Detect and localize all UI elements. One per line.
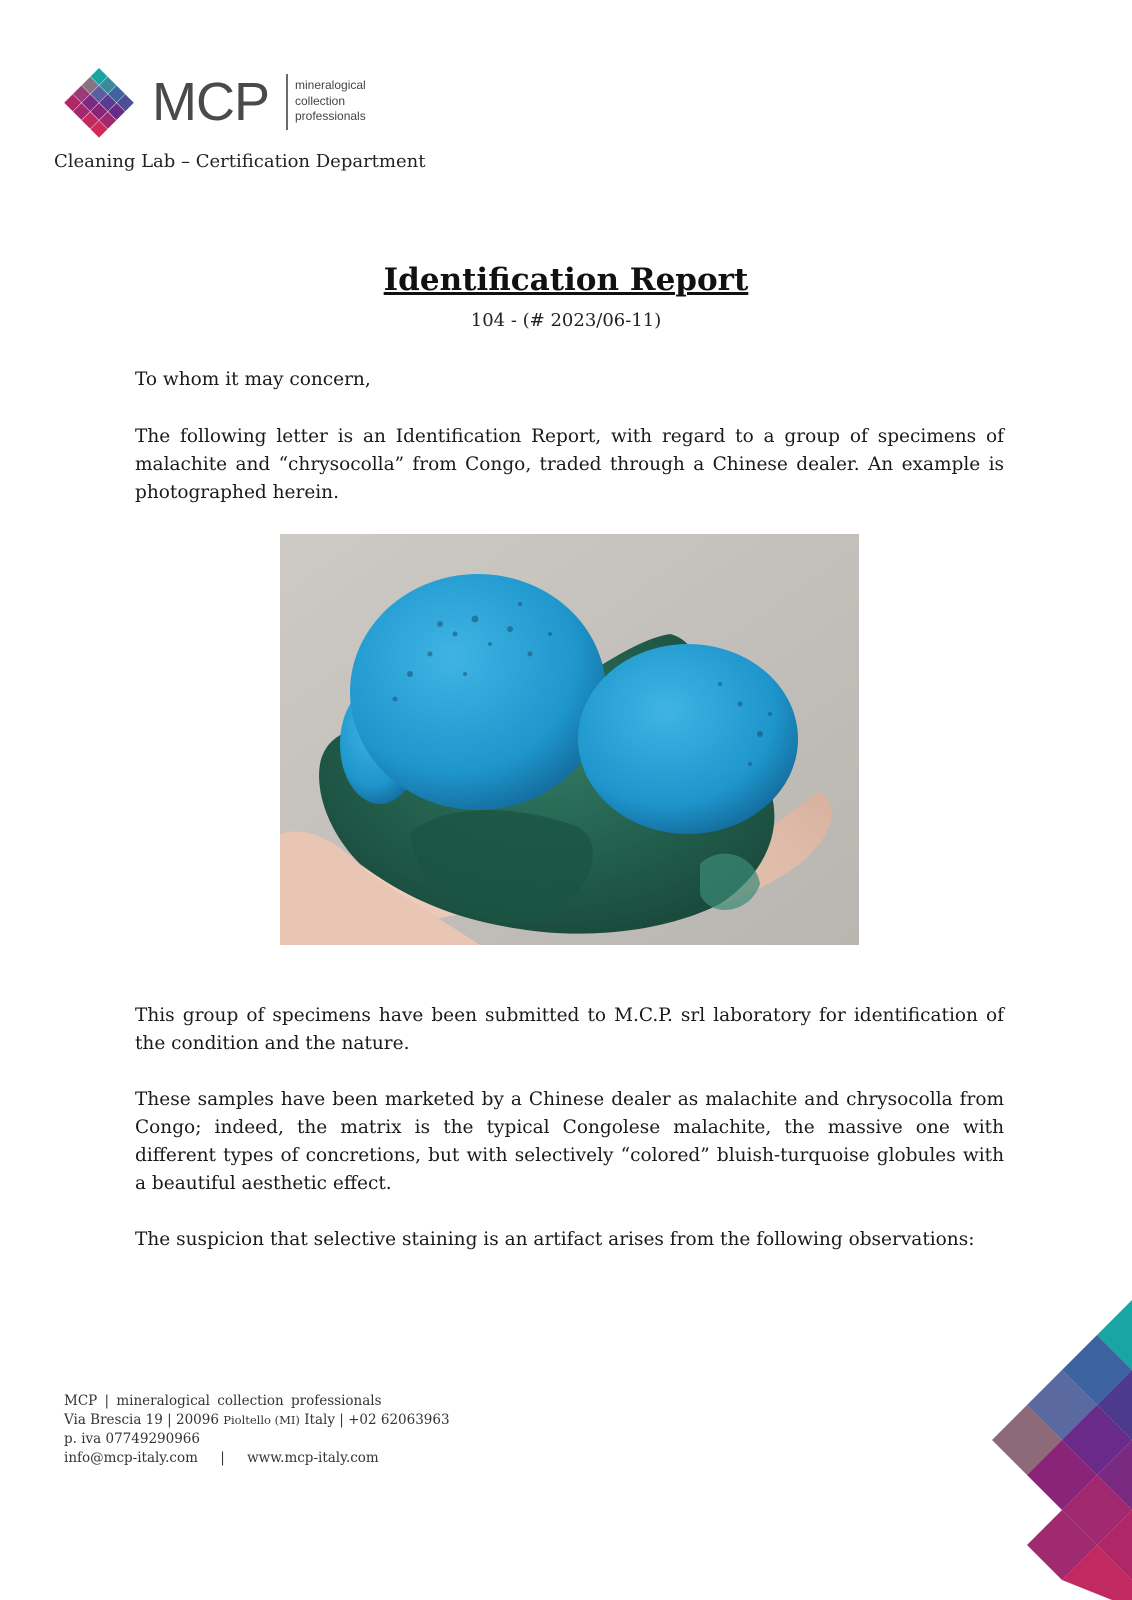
report-title: Identification Report [383, 262, 749, 298]
corner-mosaic-decoration [990, 1300, 1132, 1600]
footer-email[interactable]: info@mcp-italy.com [64, 1450, 198, 1466]
diamond-logo-icon [64, 68, 134, 138]
salutation: To whom it may concern, [135, 369, 371, 390]
logo-subtitle-line: mineralogical [295, 78, 366, 92]
footer-separator: | [220, 1450, 225, 1466]
footer [64, 1392, 450, 1468]
footer-city: Pioltello (MI) [223, 1413, 300, 1427]
footer-street: Via Brescia 19 | 20096 [64, 1412, 224, 1428]
footer-website[interactable]: www.mcp-italy.com [247, 1450, 379, 1466]
logo-subtitle [295, 78, 366, 125]
footer-vat: p. iva 07749290966 [64, 1431, 200, 1447]
logo-subtitle-line: professionals [295, 109, 366, 123]
specimen-photo [280, 534, 859, 945]
paragraph-submission: This group of specimens have been submitted to M.C.P. srl laboratory for identification of the condition and the nature. [135, 1005, 1004, 1054]
intro-paragraph: The following letter is an Identification Report, with regard to a group of specimens of malachite and “chrysocolla” from Congo, traded through a Chinese dealer. An example is photographed herein. [135, 426, 1004, 503]
mcp-logo [64, 68, 384, 138]
specimen-image [280, 534, 859, 945]
logo-text: MCP [152, 72, 269, 132]
footer-country-phone: Italy | +02 62063963 [299, 1412, 450, 1428]
logo-subtitle-line: collection [295, 93, 346, 108]
footer-address [64, 1411, 450, 1430]
paragraph-marketing: These samples have been marketed by a Chinese dealer as malachite and chrysocolla from Congo; indeed, the matrix is the typical Congolese malachite, the massive one with different types of concretions, but with selectively “colored” bluish-turquoise globules with a beautiful aesthetic effect. [135, 1089, 1004, 1194]
report-reference: 104 - (# 2023/06-11) [470, 310, 662, 331]
logo-divider [286, 74, 288, 130]
footer-company: MCP | mineralogical collection professionals [64, 1393, 382, 1409]
paragraph-suspicion: The suspicion that selective staining is an artifact arises from the following observations: [135, 1229, 975, 1250]
footer-contacts [64, 1449, 450, 1468]
department-label: Cleaning Lab – Certification Department [54, 151, 426, 172]
